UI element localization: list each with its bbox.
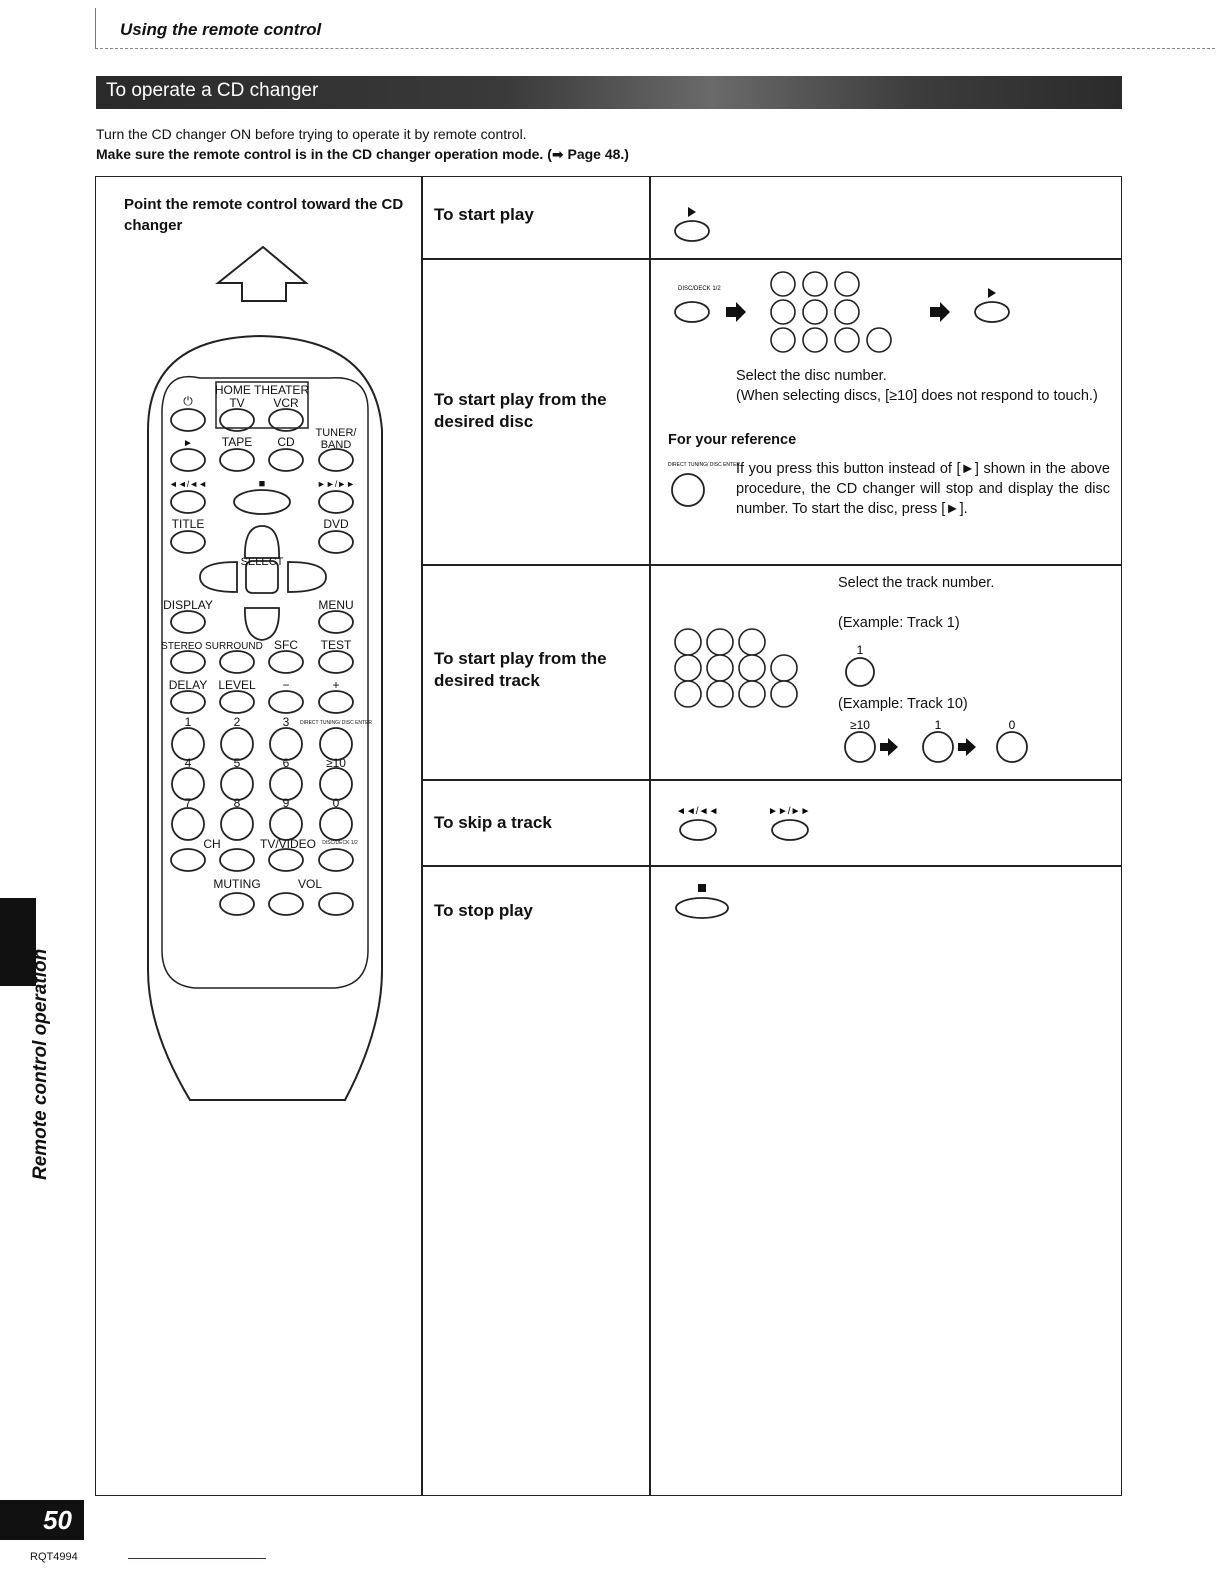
disc-key-6 — [835, 300, 859, 324]
arrow-right-icon — [930, 302, 950, 322]
page-number: 50 — [0, 1500, 84, 1540]
play-key — [975, 302, 1009, 322]
direct-tuning-diagram — [666, 456, 741, 510]
remote-play-button[interactable] — [171, 449, 205, 471]
remote-title-label: TITLE — [171, 517, 205, 531]
column-divider-1 — [421, 176, 423, 1496]
arrow-right-icon — [880, 738, 898, 756]
remote-test-label: TEST — [320, 638, 352, 652]
remote-muting-button[interactable] — [220, 893, 254, 915]
arrow-right-icon — [958, 738, 976, 756]
remote-key-4-label: 4 — [184, 756, 192, 770]
track-key-4 — [675, 655, 701, 681]
remote-level-button[interactable] — [220, 691, 254, 713]
side-tab-label: Remote control operation — [30, 948, 51, 1180]
remote-tv-label: TV — [229, 396, 245, 410]
track-key-6 — [739, 655, 765, 681]
skip-diagram — [670, 800, 830, 846]
row-start-play-label: To start play — [434, 205, 534, 224]
track-example-1: (Example: Track 1) — [838, 615, 960, 631]
direct-tuning-key — [672, 474, 704, 506]
stop-key — [676, 898, 728, 918]
remote-title-button[interactable] — [171, 531, 205, 553]
remote-ch-label: CH — [203, 837, 221, 851]
header-rule — [95, 48, 1215, 49]
track-key-9 — [739, 681, 765, 707]
remote-tuner-label: TUNER/ — [315, 427, 357, 439]
play-icon — [988, 288, 996, 298]
reference-heading: For your reference — [668, 432, 797, 448]
remote-sfc-button[interactable] — [269, 651, 303, 673]
disc-key-8 — [803, 328, 827, 352]
remote-key-5-label: 5 — [233, 756, 241, 770]
remote-tv-video-label: TV/VIDEO — [259, 837, 317, 851]
remote-tape-label: TAPE — [221, 435, 253, 449]
remote-skip-fwd-label: ►►/►► — [316, 479, 356, 489]
remote-power-label: ⏻ — [183, 394, 193, 408]
remote-display-button[interactable] — [171, 611, 205, 633]
track-10-key — [845, 732, 875, 762]
row-divider-1 — [422, 258, 1122, 260]
track-1-key-label: 1 — [934, 718, 942, 732]
remote-cd-label: CD — [277, 435, 295, 449]
remote-muting-label: MUTING — [213, 877, 261, 891]
footer-rule — [128, 1558, 266, 1559]
remote-key-7-label: 7 — [184, 796, 192, 810]
track-key-7 — [675, 681, 701, 707]
track-10-diagram — [836, 716, 1046, 766]
track-1-key — [846, 658, 874, 686]
skip-fwd-key — [772, 820, 808, 840]
reference-text: If you press this button instead of [►] shown in the above procedure, the CD changer will stop and display the disc number. To start the disc, press [►]. — [736, 461, 1110, 517]
remote-plus-button[interactable] — [319, 691, 353, 713]
header-tick — [95, 8, 96, 48]
stop-icon — [698, 884, 706, 892]
remote-tape-button[interactable] — [220, 449, 254, 471]
stop-diagram — [670, 880, 740, 924]
track-0-key — [997, 732, 1027, 762]
remote-key-3-label: 3 — [282, 715, 290, 729]
disc-key-0 — [867, 328, 891, 352]
track-1-key — [923, 732, 953, 762]
remote-vol-up-button[interactable] — [319, 893, 353, 915]
track-key-8 — [707, 681, 733, 707]
remote-delay-button[interactable] — [171, 691, 205, 713]
remote-disc-deck-label: DISC/DECK 1/2 — [322, 840, 358, 846]
up-arrow-icon — [216, 243, 312, 305]
remote-select-label: SELECT — [240, 556, 284, 568]
intro-line-2: Make sure the remote control is in the CD changer operation mode. (➡ Page 48.) — [96, 146, 629, 162]
remote-menu-button[interactable] — [319, 611, 353, 633]
remote-plus-label: + — [332, 678, 340, 692]
play-icon — [688, 207, 696, 217]
remote-skip-back-button[interactable] — [171, 491, 205, 513]
remote-key-8-label: 8 — [233, 796, 241, 810]
track-select-text: Select the track number. — [838, 575, 995, 591]
row-divider-3 — [422, 779, 1122, 781]
play-key — [675, 221, 709, 241]
disc-key-7 — [771, 328, 795, 352]
remote-sfc-label: SFC — [274, 638, 298, 652]
row-divider-4 — [422, 865, 1122, 867]
disc-select-note: (When selecting discs, [≥10] does not respond to touch.) — [736, 388, 1098, 404]
track-key-2 — [707, 629, 733, 655]
section-title: To operate a CD changer — [106, 80, 319, 101]
remote-play-label: ► — [183, 438, 193, 449]
track-1-key-label: 1 — [856, 643, 864, 657]
document-code: RQT4994 — [30, 1551, 78, 1563]
remote-skip-back-label: ◄◄/◄◄ — [168, 479, 208, 489]
remote-disc-deck-button[interactable] — [319, 849, 353, 871]
track-key-3 — [739, 629, 765, 655]
disc-key-2 — [803, 272, 827, 296]
track-key-5 — [707, 655, 733, 681]
remote-band-label: BAND — [320, 439, 352, 451]
track-key-0 — [771, 681, 797, 707]
track-example-2: (Example: Track 10) — [838, 696, 968, 712]
disc-key-5 — [803, 300, 827, 324]
remote-vol-down-button[interactable] — [269, 893, 303, 915]
remote-key-0-label: 0 — [332, 796, 340, 810]
remote-menu-label: MENU — [318, 598, 354, 612]
intro-line-1: Turn the CD changer ON before trying to operate it by remote control. — [96, 126, 527, 142]
remote-key-2-label: 2 — [233, 715, 241, 729]
track-key-1 — [675, 629, 701, 655]
remote-cd-button[interactable] — [269, 449, 303, 471]
play-button-diagram — [668, 204, 718, 244]
track-key-10plus — [771, 655, 797, 681]
row-skip-track-label: To skip a track — [434, 813, 552, 832]
remote-tuner-band-button[interactable] — [319, 449, 353, 471]
remote-key-7[interactable] — [172, 808, 204, 840]
remote-direct-tuning-label: DIRECT TUNING/ DISC ENTER — [299, 720, 373, 726]
remote-skip-fwd-button[interactable] — [319, 491, 353, 513]
column-divider-2 — [649, 176, 651, 1496]
remote-minus-label: − — [282, 678, 290, 692]
row-desired-disc-label: To start play from the desired disc — [434, 390, 607, 431]
track-10-key-label: ≥10 — [850, 718, 870, 732]
disc-key-4 — [771, 300, 795, 324]
disc-key-1 — [771, 272, 795, 296]
remote-dvd-label: DVD — [323, 517, 349, 531]
track-0-key-label: 0 — [1008, 718, 1016, 732]
row-divider-2 — [422, 564, 1122, 566]
remote-stop-button[interactable] — [234, 490, 290, 514]
row-stop-play-label: To stop play — [434, 901, 533, 920]
remote-ch-up-button[interactable] — [220, 849, 254, 871]
remote-key-1-label: 1 — [184, 715, 192, 729]
section-banner — [96, 76, 1122, 109]
remote-dvd-button[interactable] — [319, 531, 353, 553]
disc-select-diagram — [668, 266, 1008, 358]
skip-back-label: ◄◄/◄◄ — [676, 806, 719, 817]
remote-test-button[interactable] — [319, 651, 353, 673]
row-desired-track-label: To start play from the desired track — [434, 649, 607, 690]
point-instruction: Point the remote control toward the CD changer — [124, 196, 404, 234]
remote-minus-button[interactable] — [269, 691, 303, 713]
remote-ch-down-button[interactable] — [171, 849, 205, 871]
remote-key-9[interactable] — [270, 808, 302, 840]
remote-key-8[interactable] — [221, 808, 253, 840]
disc-deck-key-label: DISC/DECK 1/2 — [678, 286, 721, 292]
remote-key-0[interactable] — [320, 808, 352, 840]
remote-display-label: DISPLAY — [163, 598, 213, 612]
remote-stop-label: ■ — [258, 478, 266, 490]
disc-key-3 — [835, 272, 859, 296]
remote-delay-label: DELAY — [168, 678, 208, 692]
remote-power-button[interactable] — [171, 409, 205, 431]
remote-surround-button[interactable] — [220, 651, 254, 673]
remote-stereo-surround-button[interactable] — [171, 651, 205, 673]
remote-key-9-label: 9 — [282, 796, 290, 810]
arrow-right-icon — [726, 302, 746, 322]
remote-home-theater-label: HOME THEATER — [214, 383, 310, 397]
track-keypad-diagram — [668, 620, 808, 712]
running-header: Using the remote control — [120, 20, 322, 39]
remote-key-10-label: ≥10 — [326, 756, 346, 770]
remote-up-button[interactable] — [245, 526, 279, 558]
remote-key-6-label: 6 — [282, 756, 290, 770]
skip-back-key — [680, 820, 716, 840]
remote-control — [140, 330, 390, 1120]
track-1-diagram — [836, 642, 896, 690]
disc-deck-key — [675, 302, 709, 322]
skip-fwd-label: ►►/►► — [768, 806, 811, 817]
remote-level-label: LEVEL — [218, 678, 256, 692]
disc-key-9 — [835, 328, 859, 352]
remote-tv-video-button[interactable] — [269, 849, 303, 871]
direct-tuning-key-label: DIRECT TUNING/ DISC ENTER — [668, 462, 741, 468]
remote-stereo-surround-label: STEREO SURROUND — [161, 641, 263, 652]
disc-select-text: Select the disc number. — [736, 368, 887, 384]
remote-vcr-label: VCR — [273, 396, 299, 410]
remote-vol-label: VOL — [297, 877, 323, 891]
